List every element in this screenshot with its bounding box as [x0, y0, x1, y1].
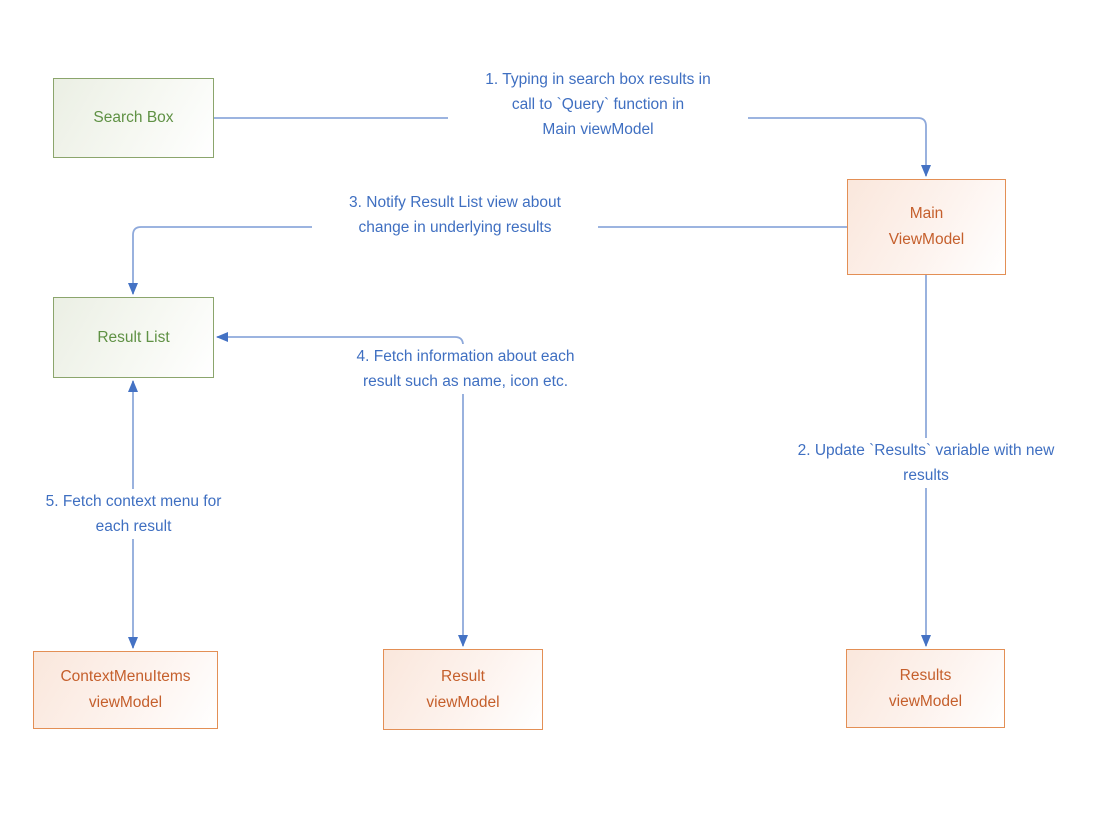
edge-label-line: result such as name, icon etc.: [362, 373, 569, 390]
edge-label-line: 2. Update `Results` variable with new: [797, 442, 1055, 459]
edge-label-1: [448, 67, 748, 142]
edge-label-line: 3. Notify Result List view about: [349, 194, 561, 211]
edge-label-line: Main viewModel: [542, 121, 654, 138]
node-result-list: [53, 297, 214, 378]
node-label-line2: ViewModel: [888, 231, 965, 248]
node-label-line1: Result: [441, 667, 485, 685]
edge-label-line: each result: [95, 518, 172, 535]
node-label: Search Box: [93, 109, 174, 126]
edge-label-line: results: [903, 467, 949, 484]
node-label-line2: viewModel: [426, 693, 500, 711]
node-main-viewmodel: [847, 179, 1006, 275]
node-result-viewmodel: [383, 649, 543, 730]
node-label-line2: viewModel: [888, 692, 963, 710]
edge-label-2: [763, 438, 1089, 488]
node-label-line1: ContextMenuItems: [60, 668, 191, 685]
edge-label-line: call to `Query` function in: [511, 96, 685, 113]
node-label: Result List: [97, 328, 170, 346]
edge-label-5: [15, 489, 252, 539]
edge-label-line: change in underlying results: [358, 219, 552, 236]
edge-label-line: 5. Fetch context menu for: [45, 493, 222, 510]
edge-label-line: 4. Fetch information about each: [356, 348, 575, 365]
node-label-line1: Results: [899, 666, 952, 684]
node-search-box: [53, 78, 214, 158]
edge-label-3: [312, 190, 598, 240]
edge-label-4: [318, 344, 613, 394]
node-label-line2: viewModel: [88, 694, 163, 711]
edge-label-line: 1. Typing in search box results in: [485, 71, 711, 88]
node-results-viewmodel: [846, 649, 1005, 728]
node-label-line1: Main: [909, 205, 944, 222]
node-contextmenuitems-viewmodel: [33, 651, 218, 729]
